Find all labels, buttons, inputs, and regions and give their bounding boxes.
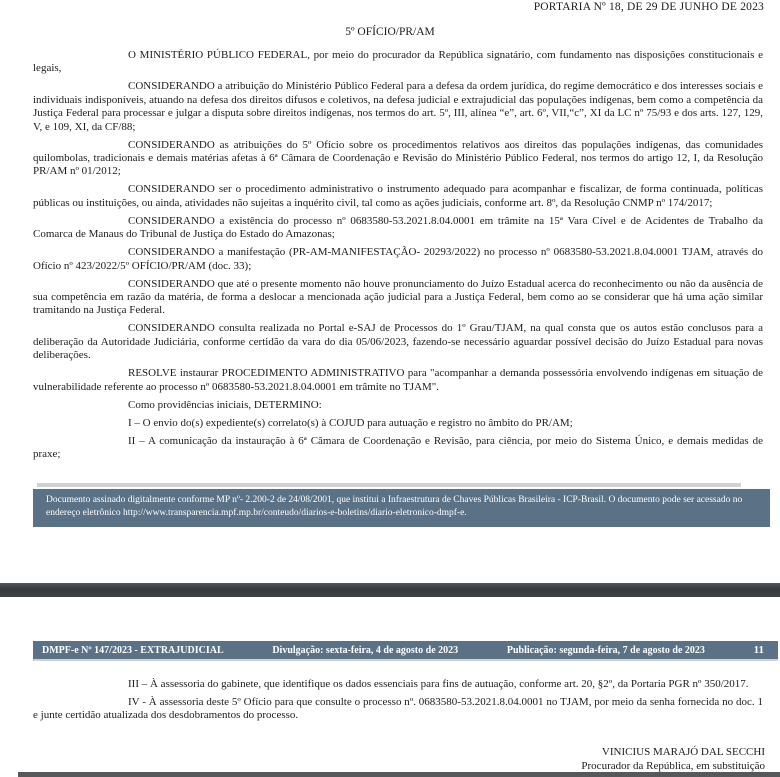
paragraph-item-iv: IV - À assessoria deste 5º Ofício para que consulte o processo nº. 0683580-53.2021.8.04.0001 no TJAM, por meio da senha fornecida no doc. 1 e junte certidão atualizada dos desdobramentos do processo. xyxy=(33,696,763,722)
portaria-title: PORTARIA Nº 18, DE 29 DE JUNHO DE 2023 xyxy=(533,1,764,13)
paragraph-item-iii: III – À assessoria do gabinete, que identifique os dados essenciais para fins de autuação, conforme art. 20, §2º, da Portaria PGR nº 350/2017. xyxy=(128,678,749,690)
paragraph-item-i: I – O envio do(s) expediente(s) correlato(s) à COJUD para autuação e registro no âmbito do PR/AM; xyxy=(128,416,573,429)
paragraph-considerando-6: CONSIDERANDO que até o presente momento não houve pronunciamento do Juízo Estadual acerca do reconhecimento ou não da ausência de sua competência em razão da matéria, de forma a deslocar a mencionada ação judicial para a Justiça Federal, bem como ao se considerar que há uma ação similar tramitando na Justiça Federal. xyxy=(33,277,763,317)
office-title: 5º OFÍCIO/PR/AM xyxy=(345,26,435,38)
paragraph-considerando-7: CONSIDERANDO consulta realizada no Portal e-SAJ de Processos do 1º Grau/TJAM, na qual consta que os autos estão conclusos para a deliberação da Autoridade Judiciária, conforme certidão da vara do dia 05/06/2023, fazendo-se necessário aguardar possível decisão do Juízo Estadual para novas deliberações. xyxy=(33,322,763,362)
document-body xyxy=(33,49,763,466)
journal-header-bar xyxy=(33,641,778,661)
document-continuation xyxy=(33,678,763,727)
paragraph-considerando-5: CONSIDERANDO a manifestação (PR-AM-MANIFESTAÇÃO- 20293/2022) no processo nº 0683580-53.2021.8.04.0001 TJAM, através do Ofício nº 423/2022/5º OFÍCIO/PR/AM (doc. 33); xyxy=(33,246,763,272)
paragraph-resolve: RESOLVE instaurar PROCEDIMENTO ADMINISTRATIVO para "acompanhar a demanda possessória envolvendo indígenas em situação de vulnerabilidade referente ao processo nº 0683580-53.2021.8.04.0001 em trâmite no TJAM". xyxy=(33,367,763,393)
paragraph-determino: Como providências iniciais, DETERMINO: xyxy=(128,398,322,411)
banner-top-strip xyxy=(37,483,741,487)
page-number: 11 xyxy=(753,644,764,656)
journal-divulgacao-label: Divulgação: sexta-feira, 4 de agosto de 2023 xyxy=(272,644,459,656)
paragraph-preamble: O MINISTÉRIO PÚBLICO FEDERAL, por meio do procurador da República signatário, com fundamento nas disposições constitucionais e legais, xyxy=(33,49,763,75)
page-divider-bar xyxy=(0,583,780,597)
signer-role: Procurador da República, em substituição xyxy=(581,759,765,772)
bottom-edge-bar xyxy=(18,772,780,777)
paragraph-considerando-1: CONSIDERANDO a atribuição do Ministério Público Federal para a defesa da ordem jurídica, do regime democrático e dos interesses sociais e individuais indisponíveis, atuando na defesa dos direitos difusos e coletivos, na defesa judicial e extrajudicial das populações indígenas, bem como a competência da Justiça Federal para processar e julgar a disputa sobre direitos indígenas, nos termos do art. 5º, III, alínea “e”, art. 6º, VII,“c”, XI da LC nº 75/93 e dos arts. 127, 129, V, e 109, XI, da CF/88; xyxy=(33,80,763,133)
paragraph-considerando-4: CONSIDERANDO a existência do processo nº 0683580-53.2021.8.04.0001 em trâmite na 15ª Vara Cível e de Acidentes de Trabalho da Comarca de Manaus do Tribunal de Justiça do Estado do Amazonas; xyxy=(33,214,763,241)
signature-block xyxy=(581,746,765,773)
paragraph-considerando-2: CONSIDERANDO as atribuições do 5º Ofício sobre os procedimentos relativos aos direitos das populações indígenas, das comunidades quilombolas, tradicionais e demais matérias afetas à 6ª Câmara de Coordenação e Revisão do Ministério Público Federal, nos termos do artigo 12, I, da Resolução PR/AM nº 01/2012; xyxy=(33,138,763,178)
journal-edition-label: DMPF-e Nº 147/2023 - EXTRAJUDICIAL xyxy=(42,644,224,656)
paragraph-considerando-3: CONSIDERANDO ser o procedimento administrativo o instrumento adequado para acompanhar e fiscalizar, de forma continuada, políticas públicas ou instituições, ou ainda, atividades não sujeitas a inquérito civil, tal como as ações judiciais, conforme art. 8º, da Resolução CNMP nº 174/2017; xyxy=(33,183,763,209)
digital-signature-banner: Documento assinado digitalmente conforme MP nº- 2.200-2 de 24/08/2001, que institui a Infraestrutura de Chaves Públicas Brasileira - ICP-Brasil. O documento pode ser acessado no endereço eletrônico http://www.transparencia.mpf.mp.br/conteudo/diarios-e-boletins/diario-eletronico-dmpf-e. xyxy=(33,489,770,527)
paragraph-item-ii: II – A comunicação da instauração à 6ª Câmara de Coordenação e Revisão, para ciência, por meio do Sistema Único, e demais medidas de praxe; xyxy=(33,434,763,461)
signer-name: VINICIUS MARAJÓ DAL SECCHI xyxy=(601,746,765,758)
journal-publicacao-label: Publicação: segunda-feira, 7 de agosto de 2023 xyxy=(506,644,705,656)
